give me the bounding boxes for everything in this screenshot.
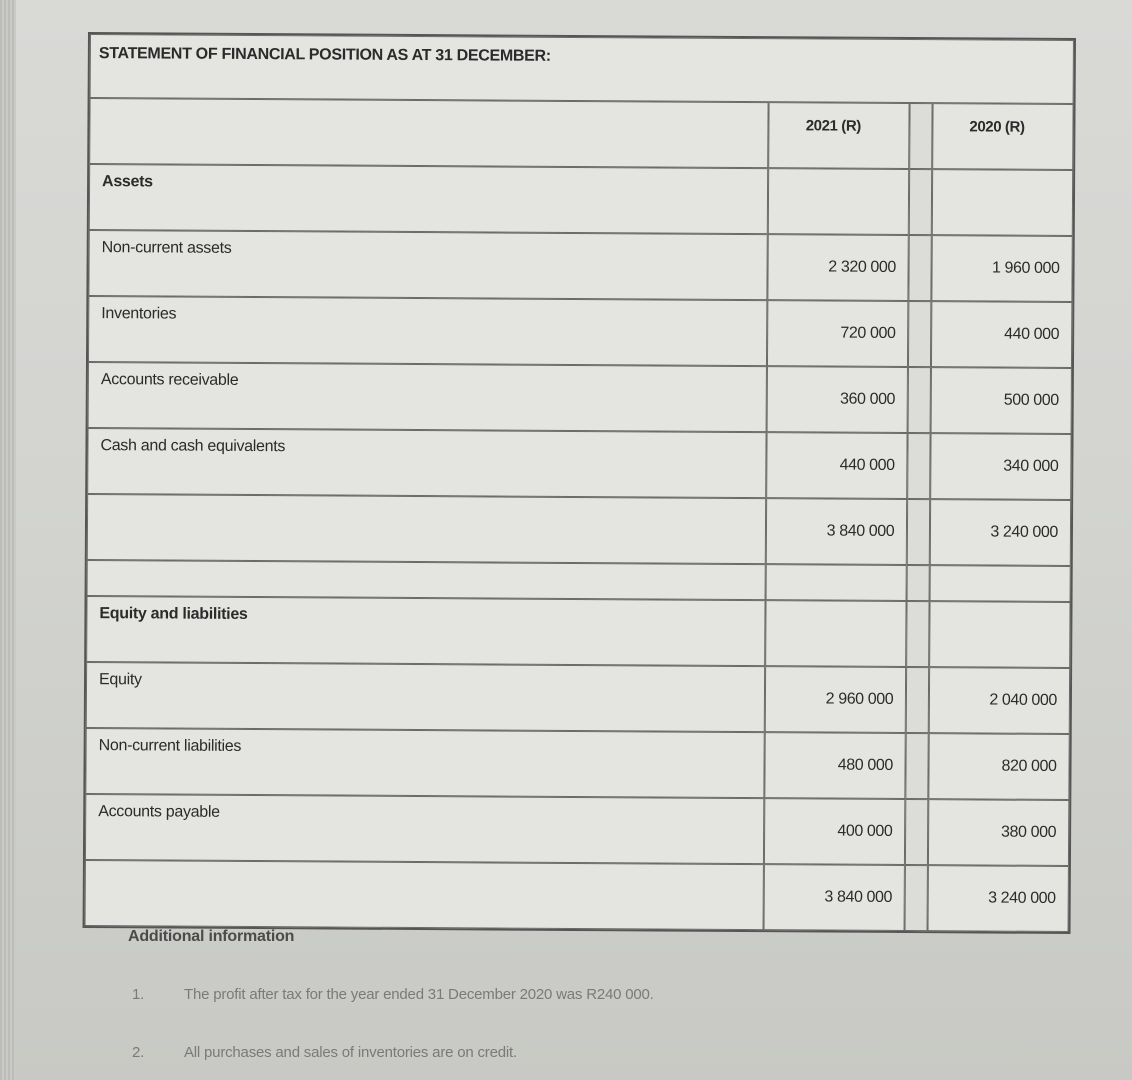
spacer-row: [87, 560, 1071, 602]
note-text: All purchases and sales of inventories are on credit.: [184, 1044, 517, 1061]
total-assets-2021: 3 840 000: [766, 498, 907, 565]
note-text: The profit after tax for the year ended 31 December 2020 was R240 000.: [184, 986, 654, 1003]
additional-information-heading: Additional information: [128, 928, 295, 945]
column-header-2020: 2020 (R): [932, 103, 1073, 170]
value-2020: 380 000: [928, 799, 1069, 866]
note-item: [132, 1044, 517, 1061]
column-gap: [910, 103, 933, 169]
row-label-cash: Cash and cash equivalents: [87, 428, 767, 498]
value-2020: 440 000: [931, 301, 1072, 368]
total-label: [87, 494, 767, 564]
table-row: [86, 662, 1070, 734]
column-header-2021: 2021 (R): [769, 102, 910, 169]
table-row: [85, 794, 1069, 866]
total-equity-liabilities-2021: 3 840 000: [764, 864, 905, 931]
table-row: [88, 296, 1072, 368]
row-label-non-current-assets: Non-current assets: [88, 230, 768, 300]
value-2021: 400 000: [764, 798, 905, 865]
table-row: [85, 728, 1069, 800]
total-equity-liabilities-2020: 3 240 000: [928, 865, 1069, 932]
financial-position-table: [83, 32, 1076, 934]
value-2020: 500 000: [931, 367, 1072, 434]
row-label-non-current-liabilities: Non-current liabilities: [85, 728, 765, 798]
value-2021: 2 320 000: [768, 234, 909, 301]
value-2020: 340 000: [930, 433, 1071, 500]
value-2021: 720 000: [767, 300, 908, 367]
table-row: [88, 362, 1072, 434]
value-2021: 360 000: [767, 366, 908, 433]
total-assets-2020: 3 240 000: [930, 499, 1071, 566]
value-2021: 440 000: [767, 432, 908, 499]
header-blank-cell: [89, 98, 769, 168]
equity-heading-row: [86, 596, 1070, 668]
table-row: [87, 428, 1071, 500]
row-label-accounts-receivable: Accounts receivable: [88, 362, 768, 432]
value-2020: 2 040 000: [929, 667, 1070, 734]
table-row: [88, 230, 1072, 302]
assets-total-row: [87, 494, 1071, 566]
note-item: [132, 986, 654, 1003]
equity-total-row: [85, 860, 1069, 932]
note-number: 2.: [132, 1044, 145, 1061]
screen-bezel: [0, 0, 16, 1080]
value-2020: 820 000: [928, 733, 1069, 800]
assets-heading-row: [89, 164, 1073, 236]
assets-heading: Assets: [89, 164, 769, 234]
statement-title: STATEMENT OF FINANCIAL POSITION AS AT 31 DECEMBER:: [90, 34, 1074, 104]
note-number: 1.: [132, 986, 145, 1003]
value-2021: 2 960 000: [765, 666, 906, 733]
row-label-accounts-payable: Accounts payable: [85, 794, 765, 864]
row-label-equity: Equity: [86, 662, 766, 732]
value-2021: 480 000: [765, 732, 906, 799]
value-2020: 1 960 000: [931, 235, 1072, 302]
total-label: [85, 860, 765, 930]
column-header-row: [89, 98, 1073, 170]
row-label-inventories: Inventories: [88, 296, 768, 366]
equity-liabilities-heading: Equity and liabilities: [86, 596, 766, 666]
